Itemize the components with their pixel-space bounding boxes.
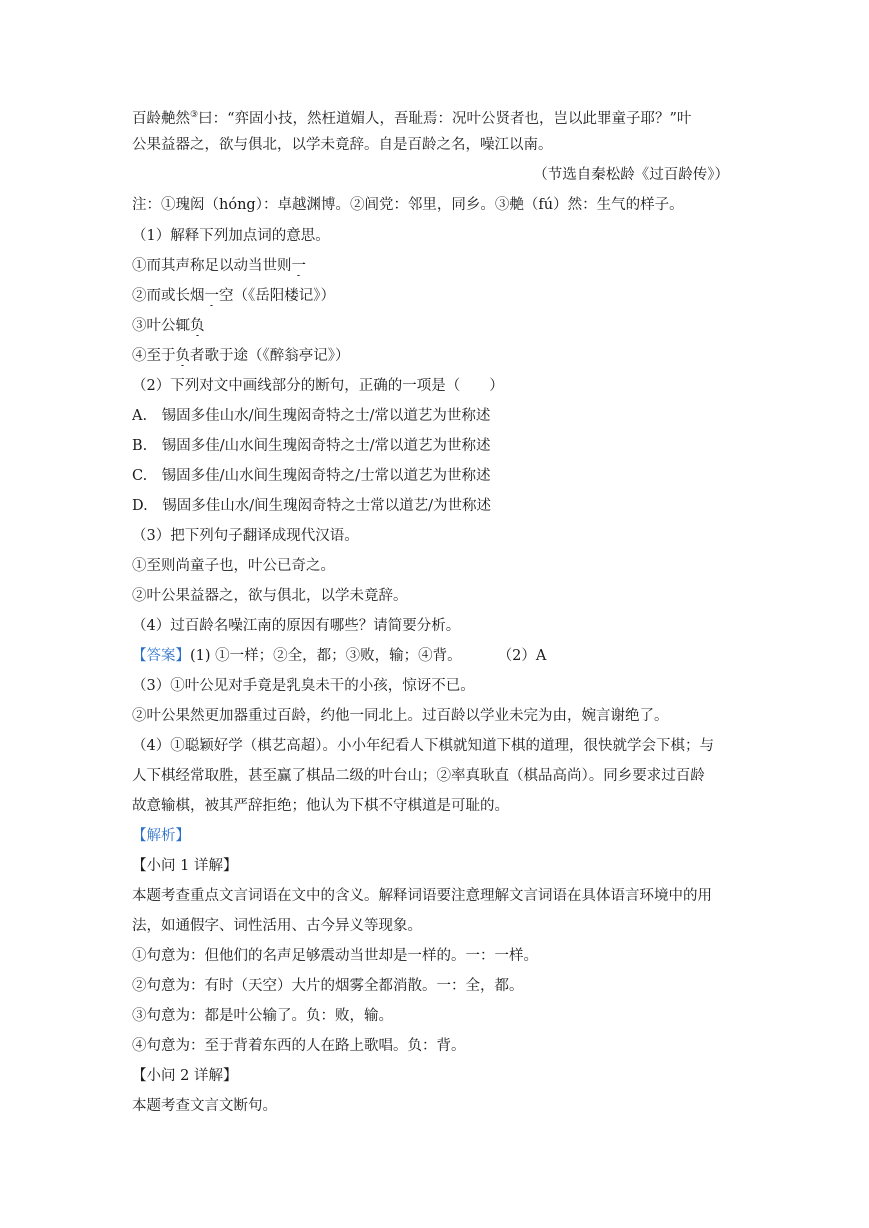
item-text: ①而其声称足以动当世则 [132, 258, 292, 274]
answer-4-line-3: 故意输棋，被其严辞拒绝；他认为下棋不守棋道是可耻的。 [132, 798, 509, 814]
answer-line-1 [132, 646, 742, 666]
passage-text: 曰：“弈固小技，然枉道媚人，吾耻焉：况叶公贤者也，岂以此罪童子耶？”叶 [198, 110, 692, 127]
subquestion-1-item-4: ④句意为：至于背着东西的人在路上歌唱。负：背。 [132, 1038, 466, 1054]
subquestion-1-title: 【小问 1 详解】 [132, 858, 238, 874]
question-2-option-c: C. 锡固多佳/山水间生瑰闳奇特之/士常以道艺为世称述 [132, 468, 491, 484]
question-2-option-a: A. 锡固多佳山水/间生瑰闳奇特之士/常以道艺为世称述 [132, 408, 491, 424]
answer-4-line-1: （4）①聪颖好学（棋艺高超）。小小年纪看人下棋就知道下棋的道理，很快就学会下棋；与 [132, 738, 714, 754]
passage-text: 百龄艴然 [132, 110, 190, 127]
answer-1: (1) ①一样；②全，都；③败，输；④背。 [190, 648, 462, 664]
passage-notes: 注：①瑰闳（hóng）：卓越渊博。②闾党：邻里，同乡。③艴（fú）然：生气的样子。 [132, 197, 684, 213]
dotted-word: 一 [291, 258, 306, 274]
subquestion-1-intro-2: 法，如通假字、词性活用、古今异义等现象。 [132, 918, 422, 934]
item-text: ④至于 [132, 348, 176, 364]
passage-line-2: 公果益器之，欲与俱北，以学未竟辞。自是百龄之名，噪江以南。 [132, 137, 553, 153]
subquestion-2-intro: 本题考查文言文断句。 [132, 1098, 277, 1114]
item-text: 者歌于途（《醉翁亭记》） [190, 348, 350, 364]
footnote-marker: ③ [190, 110, 199, 120]
question-1-item-4 [132, 346, 742, 366]
dotted-word: 负 [175, 348, 190, 364]
subquestion-1-intro-1: 本题考查重点文言词语在文中的含义。解释词语要注意理解文言词语在具体语言环境中的用 [132, 888, 712, 904]
question-3-prompt: （3）把下列句子翻译成现代汉语。 [132, 528, 359, 544]
answer-4-line-2: 人下棋经常取胜，甚至赢了棋品二级的叶台山；②率真耿直（棋品高尚）。同乡要求过百龄 [132, 768, 705, 784]
dotted-word: 一 [204, 288, 219, 304]
dotted-word: 负 [190, 318, 205, 334]
subquestion-1-item-1: ①句意为：但他们的名声足够震动当世却是一样的。一：一样。 [132, 948, 538, 964]
analysis-tag: 【解析】 [132, 828, 190, 844]
item-text: 空（《岳阳楼记》） [219, 288, 335, 304]
question-1-item-2 [132, 286, 742, 306]
subquestion-1-item-3: ③句意为：都是叶公输了。负：败，输。 [132, 1008, 393, 1024]
question-1-item-1 [132, 256, 742, 276]
question-3-item-2: ②叶公果益器之，欲与俱北，以学未竟辞。 [132, 588, 408, 604]
question-2-prompt: （2）下列对文中画线部分的断句，正确的一项是（ ） [132, 378, 504, 394]
subquestion-1-item-2: ②句意为：有时（天空）大片的烟雾全都消散。一：全，都。 [132, 978, 524, 994]
answer-3-line-2: ②叶公果然更加器重过百龄，约他一同北上。过百龄以学业未完为由，婉言谢绝了。 [132, 708, 669, 724]
answer-2: （2）A [497, 648, 547, 664]
passage-line-1 [132, 105, 742, 129]
question-3-item-1: ①至则尚童子也，叶公已奇之。 [132, 558, 335, 574]
answer-3-line-1: （3）①叶公见对手竟是乳臭未干的小孩，惊讶不已。 [132, 678, 475, 694]
answer-tag: 【答案】 [132, 648, 190, 664]
passage-source: （节选自秦松龄《过百龄传》） [533, 167, 729, 183]
question-2-option-b: B. 锡固多佳/山水间生瑰闳奇特之士/常以道艺为世称述 [132, 438, 491, 454]
question-2-option-d: D. 锡固多佳山水/间生瑰闳奇特之士常以道艺/为世称述 [132, 498, 491, 514]
item-text: ③叶公辄 [132, 318, 190, 334]
question-1-prompt: （1）解释下列加点词的意思。 [132, 228, 330, 244]
question-1-item-3 [132, 316, 742, 336]
subquestion-2-title: 【小问 2 详解】 [132, 1068, 238, 1084]
item-text: ②而或长烟 [132, 288, 205, 304]
question-4-prompt: （4）过百龄名噪江南的原因有哪些？请简要分析。 [132, 618, 461, 634]
